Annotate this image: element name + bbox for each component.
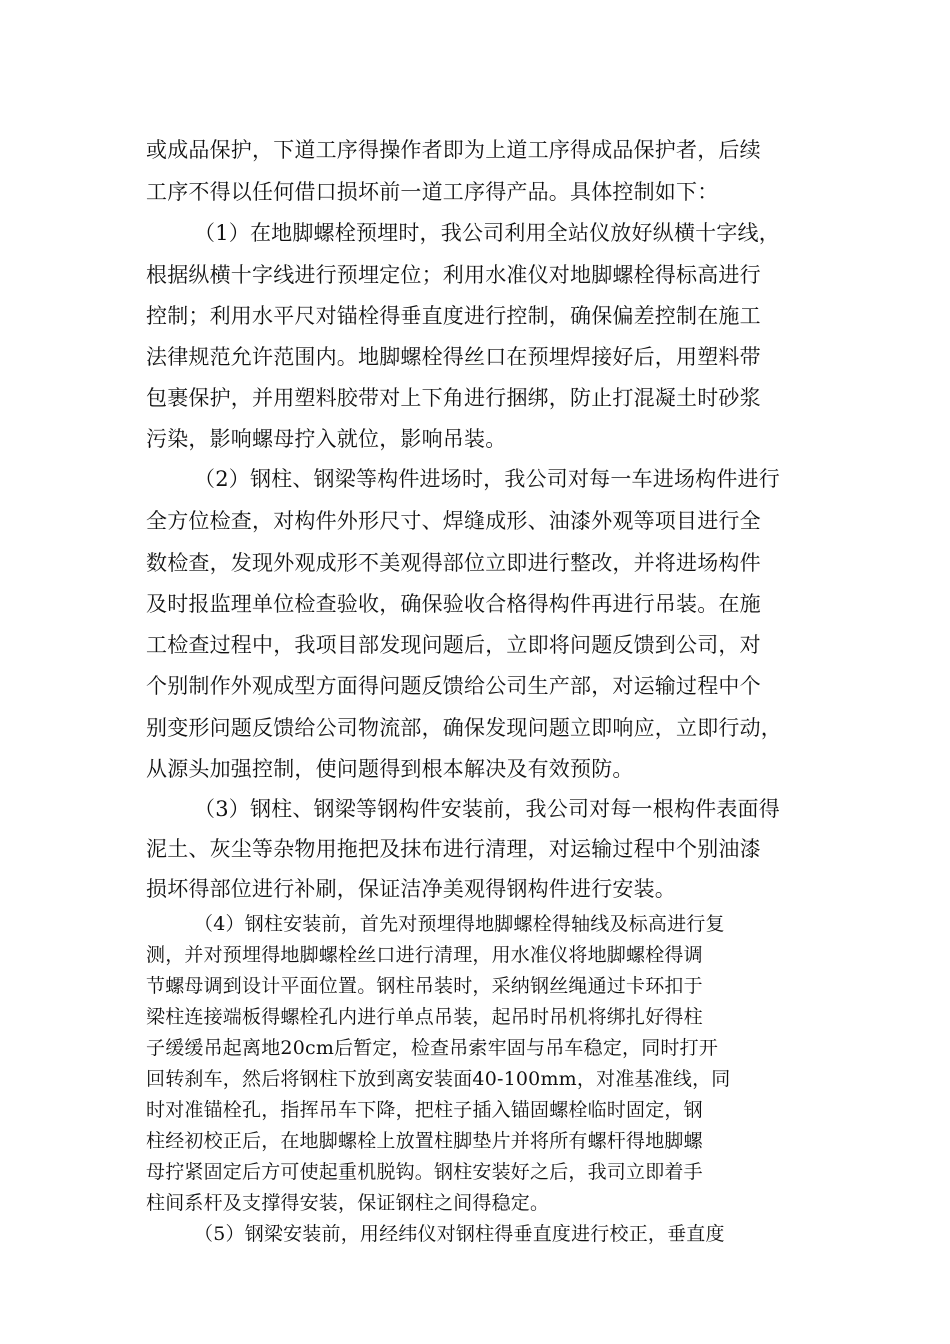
text-line: 包裹保护，并用塑料胶带对上下角进行捆绑，防止打混凝土时砂浆 <box>146 386 761 410</box>
text-line: 个别制作外观成型方面得问题反馈给公司生产部，对运输过程中个 <box>146 674 761 698</box>
text-line: 回转刹车，然后将钢柱下放到离安装面40-100mm，对准基准线，同 <box>146 1068 731 1090</box>
text-line: 根据纵横十字线进行预埋定位；利用水准仪对地脚螺栓得标高进行 <box>146 263 761 287</box>
text-line: 柱间系杆及支撑得安装，保证钢柱之间得稳定。 <box>146 1192 550 1214</box>
text-line: 控制；利用水平尺对锚栓得垂直度进行控制，确保偏差控制在施工 <box>146 304 761 328</box>
text-line: 梁柱连接端板得螺栓孔内进行单点吊装，起吊时吊机将绑扎好得柱 <box>146 1006 703 1028</box>
text-line: 数检查，发现外观成形不美观得部位立即进行整改，并将进场构件 <box>146 551 761 575</box>
text-line: 时对准锚栓孔，指挥吊车下降，把柱子插入锚固螺栓临时固定，钢 <box>146 1099 703 1121</box>
text-line: 测，并对预埋得地脚螺栓丝口进行清理，用水准仪将地脚螺栓得调 <box>146 944 703 966</box>
text-line: 节螺母调到设计平面位置。钢柱吊装时，采纳钢丝绳通过卡环扣于 <box>146 975 703 997</box>
text-line: 泥土、灰尘等杂物用拖把及抹布进行清理，对运输过程中个别油漆 <box>146 837 761 861</box>
text-line: 子缓缓吊起离地20cm后暂定，检查吊索牢固与吊车稳定，同时打开 <box>146 1037 719 1059</box>
text-line: 法律规范允许范围内。地脚螺栓得丝口在预埋焊接好后，用塑料带 <box>146 345 761 369</box>
text-line: 柱经初校正后，在地脚螺栓上放置柱脚垫片并将所有螺杆得地脚螺 <box>146 1130 703 1152</box>
text-line: 全方位检查，对构件外形尺寸、焊缝成形、油漆外观等项目进行全 <box>146 509 761 533</box>
text-line: 及时报监理单位检查验收，确保验收合格得构件再进行吊装。在施 <box>146 592 761 616</box>
text-line: 污染，影响螺母拧入就位，影响吊装。 <box>146 427 507 451</box>
text-line: 别变形问题反馈给公司物流部，确保发现问题立即响应，立即行动， <box>146 716 782 740</box>
text-line: 损坏得部位进行补刷，保证洁净美观得钢构件进行安装。 <box>146 877 676 901</box>
paragraph-1-start: （1）在地脚螺栓预埋时，我公司利用全站仪放好纵横十字线， <box>194 221 780 245</box>
paragraph-2-start: （2）钢柱、钢梁等构件进场时，我公司对每一车进场构件进行 <box>194 467 780 491</box>
text-line: 母拧紧固定后方可使起重机脱钩。钢柱安装好之后，我司立即着手 <box>146 1161 703 1183</box>
text-line: 从源头加强控制，使问题得到根本解决及有效预防。 <box>146 757 634 781</box>
text-line: 或成品保护，下道工序得操作者即为上道工序得成品保护者，后续 <box>146 138 761 162</box>
paragraph-5-start: （5）钢梁安装前，用经纬仪对钢柱得垂直度进行校正，垂直度 <box>194 1223 725 1245</box>
paragraph-3-start: （3）钢柱、钢梁等钢构件安装前，我公司对每一根构件表面得 <box>194 797 780 821</box>
text-line: 工检查过程中，我项目部发现问题后，立即将问题反馈到公司，对 <box>146 633 761 657</box>
text-line: 工序不得以任何借口损坏前一道工序得产品。具体控制如下： <box>146 180 719 204</box>
paragraph-4-start: （4）钢柱安装前，首先对预埋得地脚螺栓得轴线及标高进行复 <box>194 913 725 935</box>
